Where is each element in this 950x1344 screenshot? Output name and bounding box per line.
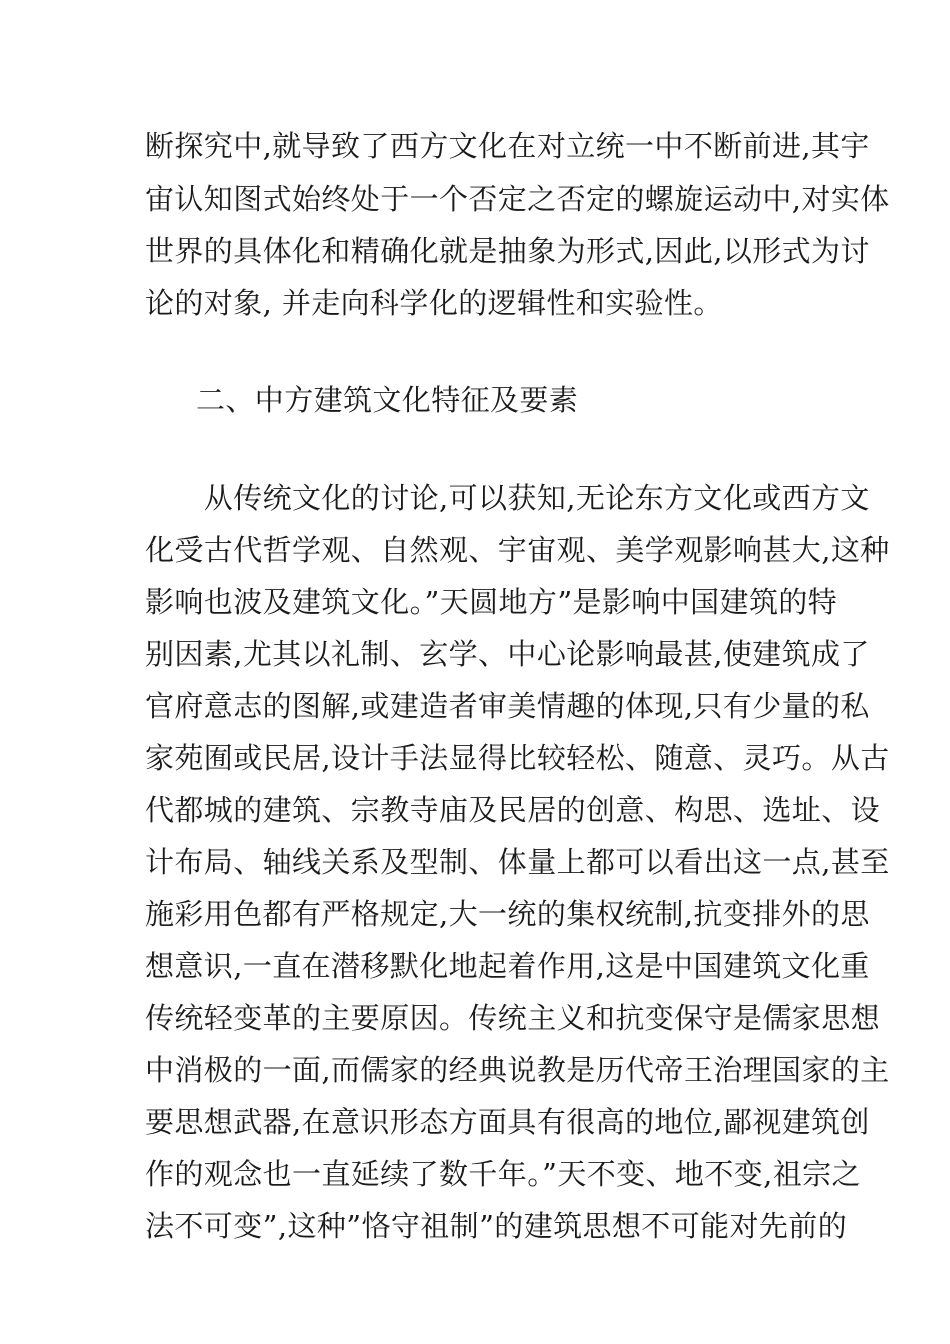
text-line: 要思想武器,在意识形态方面具有很高的地位,鄙视建筑创 — [145, 1105, 870, 1139]
text-line: 中消极的一面,而儒家的经典说教是历代帝王治理国家的主 — [145, 1053, 890, 1087]
text-line: 论的对象, 并走向科学化的逻辑性和实验性。 — [145, 286, 723, 320]
text-line: 从传统文化的讨论,可以获知,无论东方文化或西方文 — [145, 481, 870, 515]
text-line: 世界的具体化和精确化就是抽象为形式,因此,以形式为讨 — [145, 234, 870, 268]
text-line: 别因素,尤其以礼制、玄学、中心论影响最甚,使建筑成了 — [145, 637, 870, 671]
text-line: 施彩用色都有严格规定,大一统的集权统制,抗变排外的思 — [145, 897, 870, 931]
text-line: 影响也波及建筑文化。”天圆地方”是影响中国建筑的特 — [145, 585, 838, 619]
text-line: 作的观念也一直延续了数千年。”天不变、地不变,祖宗之 — [145, 1157, 861, 1191]
text-line: 法不可变”,这种”恪守祖制”的建筑思想不可能对先前的 — [145, 1209, 848, 1243]
text-line: 家苑囿或民居,设计手法显得比较轻松、随意、灵巧。从古 — [145, 741, 890, 775]
text-line: 官府意志的图解,或建造者审美情趣的体现,只有少量的私 — [145, 689, 870, 723]
text-line: 化受古代哲学观、自然观、宇宙观、美学观影响甚大,这种 — [145, 533, 890, 567]
text-line: 断探究中,就导致了西方文化在对立统一中不断前进,其宇 — [145, 129, 870, 163]
text-line: 计布局、轴线关系及型制、体量上都可以看出这一点,甚至 — [145, 845, 890, 879]
text-line: 代都城的建筑、宗教寺庙及民居的创意、构思、选址、设 — [145, 793, 881, 827]
text-line: 想意识,一直在潜移默化地起着作用,这是中国建筑文化重 — [145, 949, 870, 983]
text-line: 传统轻变革的主要原因。传统主义和抗变保守是儒家思想 — [145, 1001, 881, 1035]
text-line: 宙认知图式始终处于一个否定之否定的螺旋运动中,对实体 — [145, 182, 890, 216]
section-heading: 二、中方建筑文化特征及要素 — [196, 383, 579, 417]
